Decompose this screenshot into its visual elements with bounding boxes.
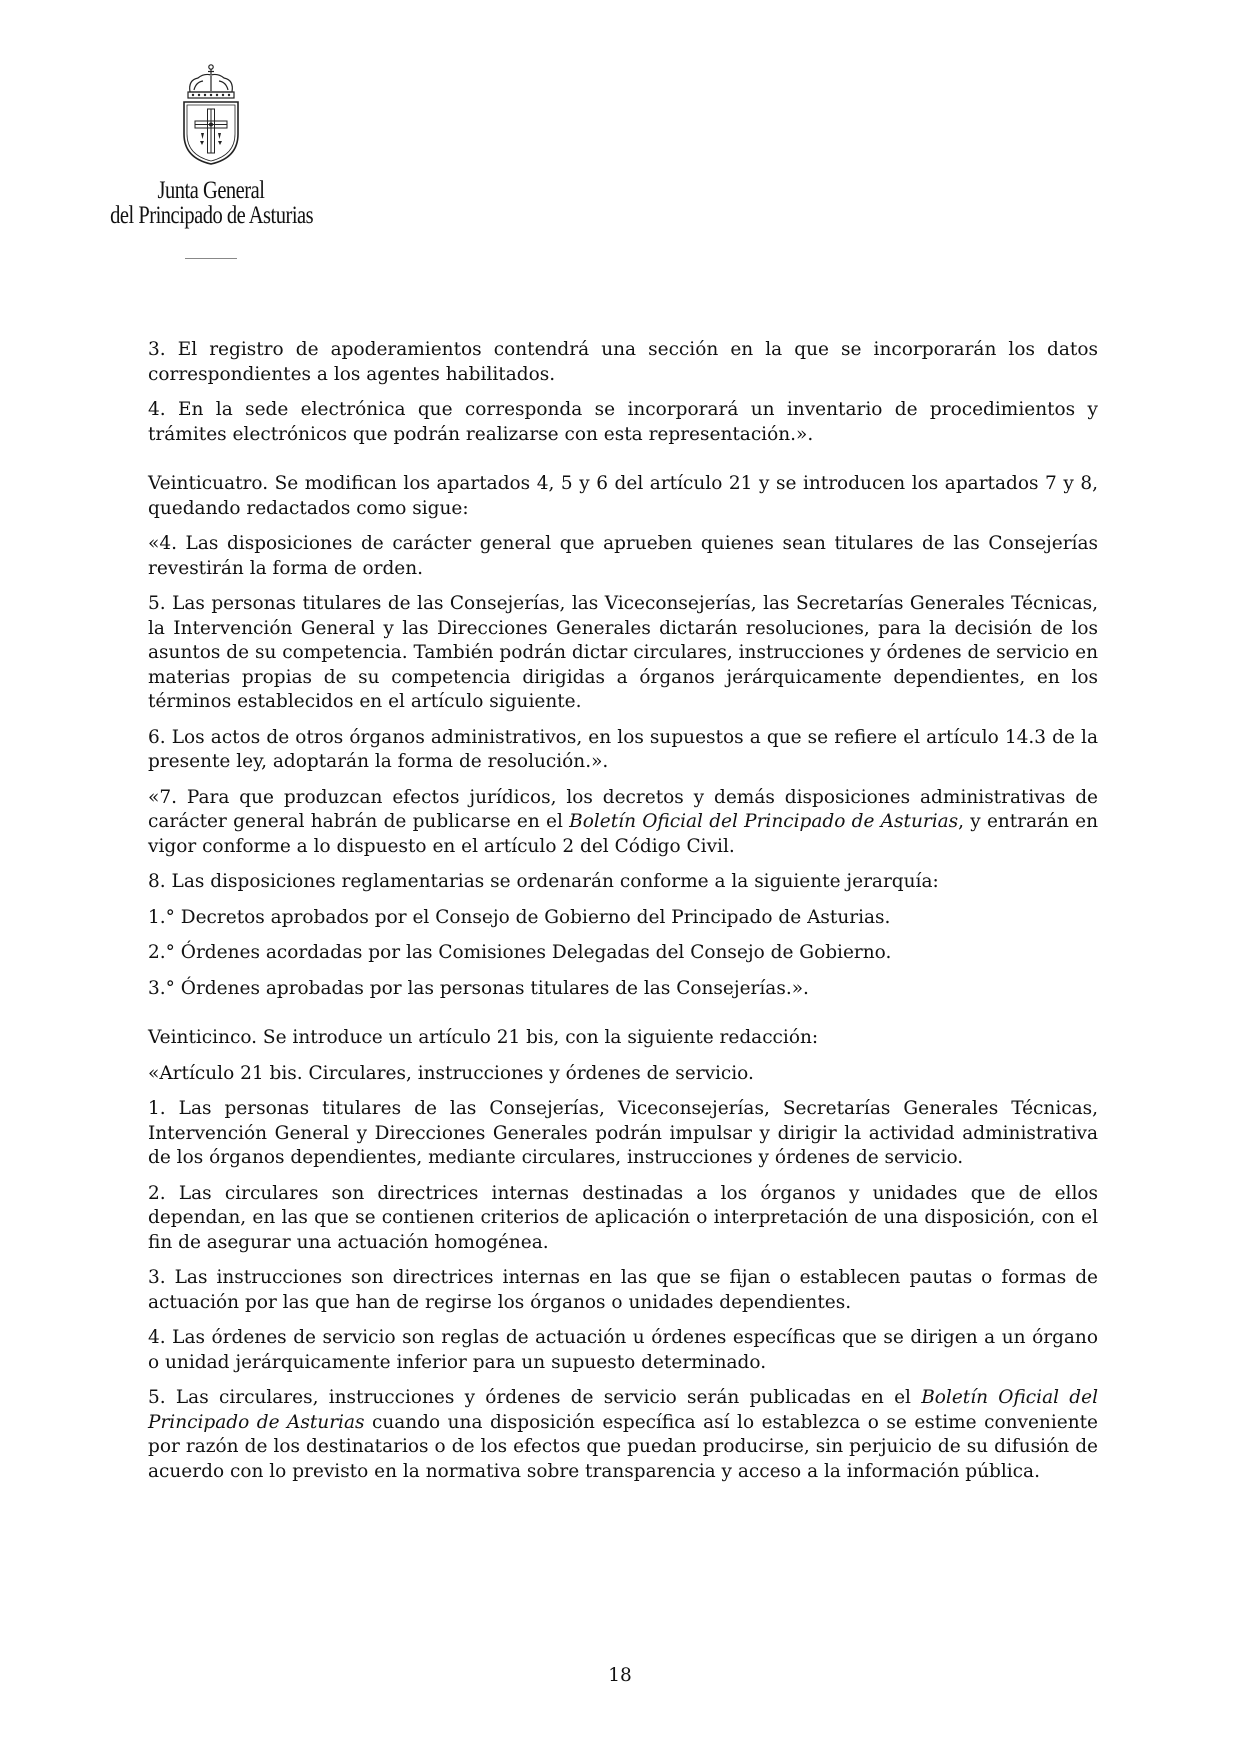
article-heading: «Artículo 21 bis. Circulares, instrucciones y órdenes de servicio.	[148, 1062, 754, 1084]
paragraph: 3. El registro de apoderamientos contendrá una sección en la que se incorporarán los datos correspondientes a los agentes habilitados.	[148, 339, 1098, 385]
paragraph: 2. Las circulares son directrices internas destinadas a los órganos y unidades que de ellos dependan, en las que se contienen criterios de aplicación o interpretación de una disposición, con el fin de asegurar una actuación homogénea.	[148, 1182, 1098, 1253]
paragraph: 6. Los actos de otros órganos administrativos, en los supuestos a que se refiere el artículo 14.3 de la presente ley, adoptarán la forma de resolución.».	[148, 726, 1098, 772]
organization-name-line1: Junta General	[157, 177, 265, 204]
list-item: 2.° Órdenes acordadas por las Comisiones Delegadas del Consejo de Gobierno.	[148, 942, 892, 963]
paragraph: 1. Las personas titulares de las Consejerías, Viceconsejerías, Secretarías Generales Técnicas, Intervención General y Direcciones Generales podrán impulsar y dirigir la actividad administrativa de los órganos dependientes, mediante circulares, instrucciones y órdenes de servicio.	[148, 1098, 1098, 1168]
list-item: 1.° Decretos aprobados por el Consejo de Gobierno del Principado de Asturias.	[148, 906, 891, 928]
gazette-name: Boletín Oficial del Principado de Asturias	[148, 1387, 1098, 1433]
list-item: 3.° Órdenes aprobadas por las personas titulares de las Consejerías.».	[148, 977, 809, 999]
paragraph: 5. Las personas titulares de las Consejerías, las Viceconsejerías, las Secretarías Generales Técnicas, la Intervención General y las Direcciones Generales dictarán resoluciones, para la decisión de los asuntos de su competencia. También podrán dictar circulares, instrucciones y órdenes de servicio en materias propias de su competencia dirigidas a órganos jerárquicamente dependientes, en los términos establecidos en el artículo siguiente.	[148, 593, 1098, 712]
coat-of-arms-icon	[176, 62, 246, 166]
letterhead	[88, 62, 334, 262]
paragraph	[148, 1386, 1098, 1484]
organization-name-line2: del Principado de Asturias	[110, 202, 314, 229]
paragraph	[148, 786, 1098, 860]
paragraph-text: cuando una disposición específica así lo establezca o se estime conveniente por razón de los destinatarios o de los efectos que puedan producirse, sin perjuicio de su difusión de acuerdo con lo previsto en la normativa sobre transparencia y acceso a la información pública.	[148, 1411, 1098, 1482]
paragraph-text: 5. Las circulares, instrucciones y órdenes de servicio serán publicadas en el	[148, 1387, 922, 1408]
page-number: 18	[608, 1665, 632, 1686]
gazette-name: Boletín Oficial del Principado de Asturias	[569, 811, 959, 832]
paragraph: «4. Las disposiciones de carácter general que aprueben quienes sean titulares de las Consejerías revestirán la forma de orden.	[148, 533, 1098, 579]
document-body	[148, 338, 1098, 1495]
paragraph: Veinticuatro. Se modifican los apartados 4, 5 y 6 del artículo 21 y se introducen los apartados 7 y 8, quedando redactados como sigue:	[148, 473, 1098, 519]
paragraph-text: «7. Para que produzcan efectos jurídicos, los decretos y demás disposiciones administrativas de carácter general habrán de publicarse en el	[148, 786, 1098, 832]
paragraph-text: , y entrarán en vigor conforme a lo dispuesto en el artículo 2 del Código Civil.	[148, 811, 1098, 857]
letterhead-divider	[185, 258, 237, 259]
paragraph: 8. Las disposiciones reglamentarias se ordenarán conforme a la siguiente jerarquía:	[148, 871, 939, 892]
paragraph: 3. Las instrucciones son directrices internas en las que se fijan o establecen pautas o formas de actuación por las que han de regirse los órganos o unidades dependientes.	[148, 1267, 1098, 1313]
paragraph: 4. En la sede electrónica que corresponda se incorporará un inventario de procedimientos y trámites electrónicos que podrán realizarse con esta representación.».	[148, 399, 1098, 445]
paragraph: 4. Las órdenes de servicio son reglas de actuación u órdenes específicas que se dirigen a un órgano o unidad jerárquicamente inferior para un supuesto determinado.	[148, 1327, 1098, 1373]
paragraph: Veinticinco. Se introduce un artículo 21 bis, con la siguiente redacción:	[148, 1027, 819, 1048]
